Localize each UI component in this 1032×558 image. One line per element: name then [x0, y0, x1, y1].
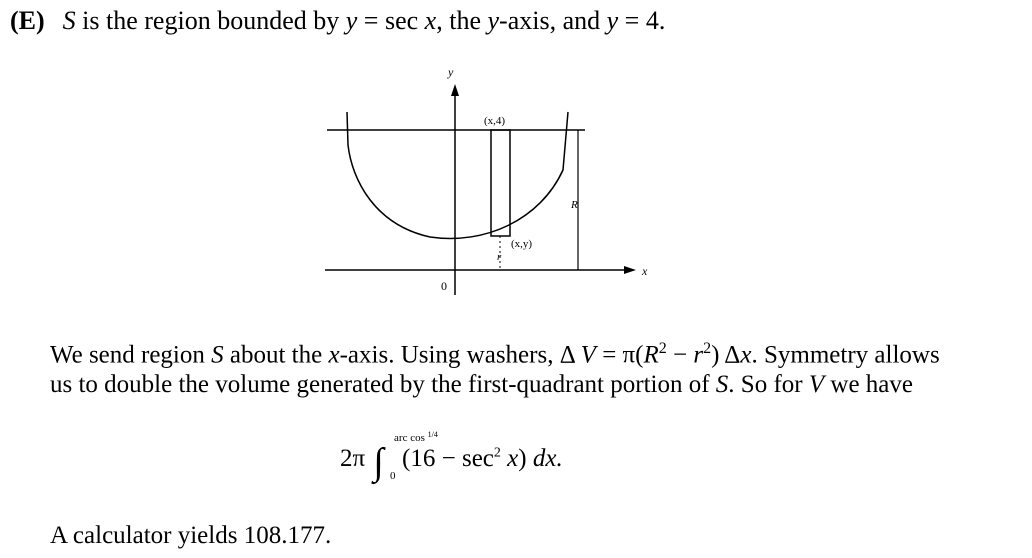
statement-text: -axis, and: [499, 6, 607, 35]
statement-text: , the: [436, 6, 488, 35]
text: -axis. Using washers, Δ: [339, 341, 581, 369]
text: us to double the volume generated by the first-quadrant portion of: [50, 371, 716, 398]
text: ) Δ: [711, 341, 741, 369]
y-axis-arrow-icon: [451, 84, 459, 96]
var-x: x: [507, 445, 519, 472]
x-axis-arrow-icon: [624, 266, 636, 274]
sec-x-curve: [347, 112, 568, 238]
var-s: S: [715, 371, 729, 398]
var-x: x: [424, 6, 437, 35]
point-curve-label: (x,y): [511, 238, 533, 250]
lower-limit: 0: [390, 470, 396, 482]
var-y: y: [606, 6, 619, 35]
volume-integral: 2π ∫ arc cos $^{1/4}$ 0 $(16 - \sec^2 x)$ dx.: [340, 430, 563, 483]
upper-limit: [394, 430, 438, 444]
statement-text: = sec: [357, 6, 425, 35]
var-v: V: [580, 341, 596, 369]
var-s: S: [62, 6, 76, 35]
y-axis-label: y: [448, 65, 454, 79]
text: we have: [824, 371, 913, 398]
explanation-line-2: [50, 371, 913, 399]
x-axis-label: x: [642, 264, 648, 278]
point-top-label: (x,4): [484, 115, 506, 127]
var-R: R: [643, 341, 659, 369]
integral-sign-icon: ∫: [373, 441, 384, 483]
washer-strip: [491, 130, 510, 236]
r-label: r: [497, 251, 502, 263]
upper-limit-fraction: 1/4: [427, 430, 438, 439]
problem-label: (E): [10, 6, 45, 35]
coefficient: 2π: [340, 445, 366, 472]
var-s: S: [211, 341, 224, 369]
statement-text: is the region bounded by: [75, 6, 346, 35]
statement-text: = 4.: [618, 6, 666, 35]
var-y: y: [487, 6, 500, 35]
text: −: [666, 341, 694, 369]
calculator-result: A calculator yields 108.177.: [50, 522, 332, 549]
var-r: r: [693, 341, 704, 369]
text: . So for: [728, 371, 809, 398]
R-label: R: [571, 199, 578, 211]
upper-limit-text: arc cos: [394, 432, 425, 444]
integrand: (16 − sec: [402, 445, 494, 472]
text: . Symmetry allows: [751, 341, 940, 369]
text: = π(: [595, 341, 644, 369]
text: about the: [223, 341, 329, 369]
origin-label: 0: [441, 279, 447, 293]
var-y: y: [345, 6, 358, 35]
var-x: x: [328, 341, 340, 369]
explanation-line-1: We send region S about the x-axis. Using washers, Δ $V = \pi(R^2 - r^2)$ Δx. Symmetry allows: [50, 340, 940, 369]
var-v: V: [808, 371, 825, 398]
differential: dx.: [532, 445, 563, 472]
text: We send region: [50, 341, 212, 369]
var-x: x: [740, 341, 752, 369]
